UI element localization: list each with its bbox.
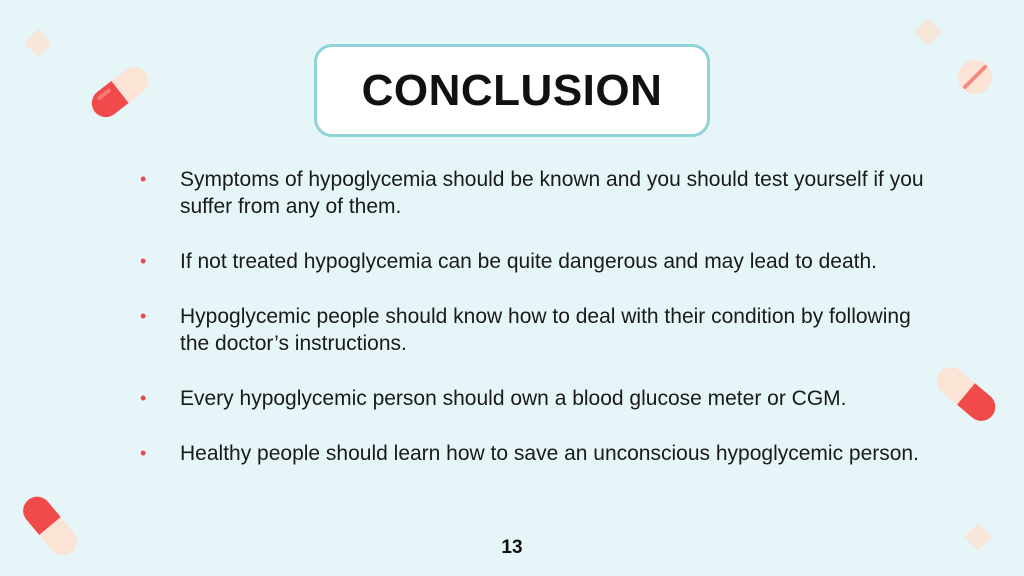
bullet-text: Every hypoglycemic person should own a blood glucose meter or CGM.	[180, 387, 847, 410]
bullet-text: Hypoglycemic people should know how to deal with their condition by following the doctor’s instructions.	[180, 305, 911, 355]
diamond-icon	[912, 16, 944, 48]
diamond-icon	[22, 27, 54, 59]
title-box	[314, 44, 710, 137]
bullet-icon: •	[140, 169, 147, 189]
bullet-icon: •	[140, 388, 147, 408]
bullet-item	[136, 440, 926, 467]
bullet-icon: •	[140, 306, 147, 326]
bullet-text: Symptoms of hypoglycemia should be known and you should test yourself if you suffer from any of them.	[180, 168, 924, 218]
bullet-item	[136, 303, 926, 357]
slide-title: CONCLUSION	[361, 65, 663, 115]
bullet-icon: •	[140, 443, 147, 463]
tablet-icon	[953, 55, 997, 99]
bullet-item	[136, 166, 926, 220]
bullet-list	[136, 166, 926, 467]
bullet-icon: •	[140, 251, 147, 271]
page-number: 13	[501, 537, 523, 558]
capsule-icon	[926, 358, 1006, 430]
bullet-item	[136, 385, 926, 412]
bullet-text: If not treated hypoglycemia can be quite dangerous and may lead to death.	[180, 250, 877, 273]
bullet-text: Healthy people should learn how to save an unconscious hypoglycemic person.	[180, 442, 919, 465]
capsule-icon	[80, 60, 160, 124]
bullet-item	[136, 248, 926, 275]
